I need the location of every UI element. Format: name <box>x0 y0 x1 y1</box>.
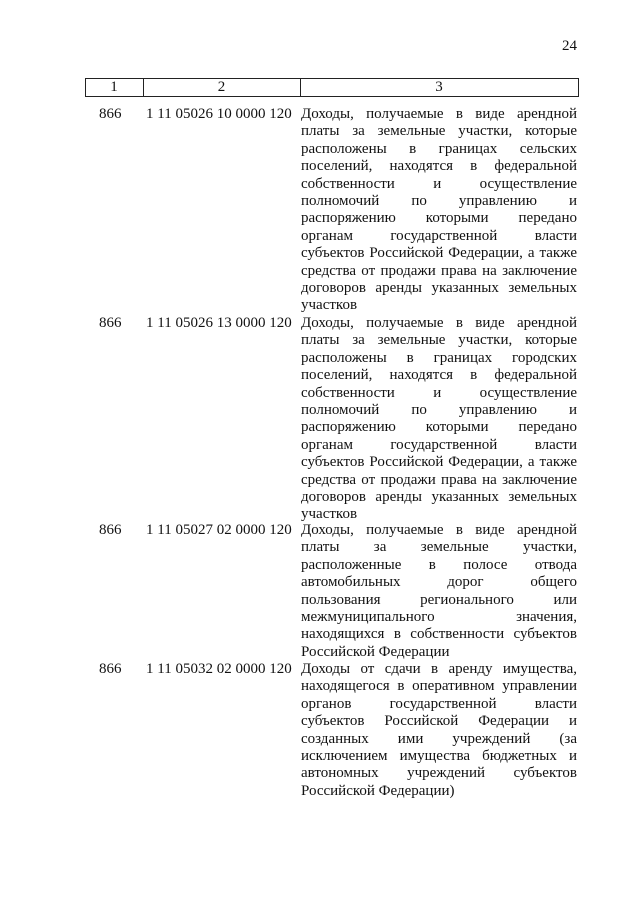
description-line: средства от продажи права на заключение <box>301 471 577 488</box>
row-admin-code: 866 <box>99 315 122 331</box>
row-budget-code: 1 11 05027 02 0000 120 <box>146 522 292 538</box>
description-line: пользования регионального или <box>301 591 577 608</box>
description-line: поселений, находятся в федеральной <box>301 367 577 384</box>
description-line: Доходы, получаемые в виде арендной <box>301 522 577 538</box>
row-budget-code: 1 11 05026 13 0000 120 <box>146 315 292 331</box>
description-line: автономных учреждений субъектов <box>301 765 577 782</box>
description-line: договоров аренды указанных земельных <box>301 280 577 297</box>
header-bottom-rule <box>85 96 578 97</box>
header-col-2: 2 <box>217 79 226 95</box>
row-budget-code: 1 11 05032 02 0000 120 <box>146 661 292 677</box>
description-line: органам государственной власти <box>301 436 577 453</box>
description-line: Доходы, получаемые в виде арендной <box>301 106 577 122</box>
description-line: договоров аренды указанных земельных <box>301 489 577 506</box>
row-description <box>301 315 577 524</box>
description-line: субъектов Российской Федерации, а также <box>301 454 577 471</box>
description-line: органов государственной власти <box>301 695 577 712</box>
description-line: распоряжению которыми передано <box>301 210 577 227</box>
page-number: 24 <box>562 38 577 54</box>
description-line: поселений, находятся в федеральной <box>301 158 577 175</box>
description-line: собственности и осуществление <box>301 175 577 192</box>
row-admin-code: 866 <box>99 522 122 538</box>
description-line: полномочий по управлению и <box>301 193 577 210</box>
description-line: участков <box>301 506 358 523</box>
description-line: распоряжению которыми передано <box>301 419 577 436</box>
description-line: органам государственной власти <box>301 227 577 244</box>
description-line: средства от продажи права на заключение <box>301 262 577 279</box>
description-line: собственности и осуществление <box>301 384 577 401</box>
description-line: расположены в границах сельских <box>301 140 577 157</box>
description-line: субъектов Российской Федерации и <box>301 713 577 730</box>
row-admin-code: 866 <box>99 661 122 677</box>
header-col-3: 3 <box>435 79 443 95</box>
description-line: исключением имущества бюджетных и <box>301 748 577 765</box>
description-line: Доходы, получаемые в виде арендной <box>301 315 577 331</box>
description-line: расположены в границах городских <box>301 349 577 366</box>
description-line: участков <box>301 297 358 314</box>
description-line: Российской Федерации) <box>301 782 455 799</box>
description-line: находящихся в собственности субъектов <box>301 626 577 643</box>
description-line: созданных ими учреждений (за <box>301 730 577 747</box>
description-line: полномочий по управлению и <box>301 402 577 419</box>
description-line: межмуниципального значения, <box>301 609 577 626</box>
description-line: расположенные в полосе отвода <box>301 556 577 573</box>
row-budget-code: 1 11 05026 10 0000 120 <box>146 106 292 122</box>
description-line: автомобильных дорог общего <box>301 574 577 591</box>
description-line: находящегося в оперативном управлении <box>301 678 577 695</box>
description-line: платы за земельные участки, которые <box>301 123 577 140</box>
description-line: платы за земельные участки, <box>301 539 577 556</box>
row-description <box>301 106 577 315</box>
description-line: Российской Федерации <box>301 643 450 660</box>
description-line: Доходы от сдачи в аренду имущества, <box>301 661 577 677</box>
header-divider <box>578 78 579 97</box>
row-admin-code: 866 <box>99 106 122 122</box>
description-line: платы за земельные участки, которые <box>301 332 577 349</box>
row-description <box>301 522 577 661</box>
header-col-1: 1 <box>110 79 118 95</box>
row-description <box>301 661 577 800</box>
description-line: субъектов Российской Федерации, а также <box>301 245 577 262</box>
